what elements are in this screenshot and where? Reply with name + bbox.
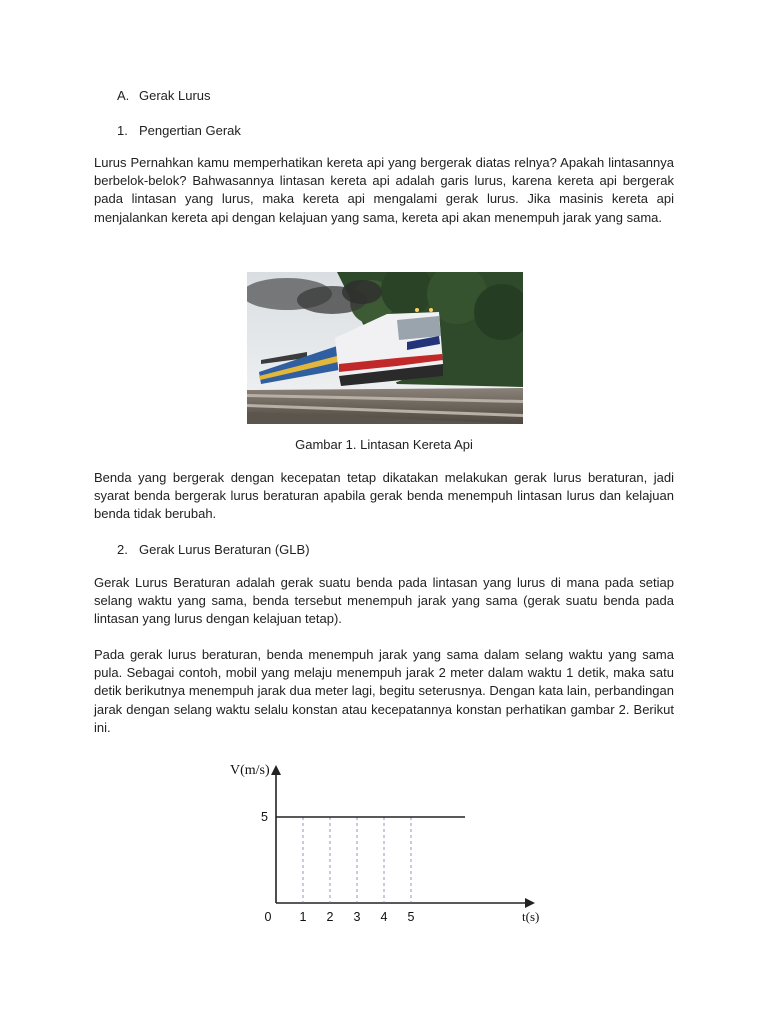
x-tick-label-4: 4 — [380, 910, 388, 924]
x-tick-label-1: 1 — [299, 910, 307, 924]
x-tick-label-0: 0 — [264, 910, 272, 924]
y-axis-label: V(m/s) — [230, 763, 270, 778]
heading-a-text: Gerak Lurus — [139, 88, 211, 103]
paragraph-4: Pada gerak lurus beraturan, benda menempuh jarak yang sama dalam selang waktu yang sama pula. Sebagai contoh, mobil yang melaju menempuh jarak 2 meter dalam waktu 1 detik, maka satu detik berikutnya menempuh jarak dua meter lagi, begitu seterusnya. Dengan kata lain, perbandingan jarak dengan selang waktu selalu konstan atau kecepatannya konstan perhatikan gambar 2. Berikut ini. — [94, 647, 674, 735]
paragraph-3: Gerak Lurus Beraturan adalah gerak suatu benda pada lintasan yang lurus di mana pada setiap selang waktu yang sama, benda tersebut menempuh jarak yang sama (gerak suatu benda pada lintasan yang lurus dengan kelajuan tetap). — [94, 575, 674, 627]
train-photo — [247, 272, 523, 424]
heading-2-text: Gerak Lurus Beraturan (GLB) — [139, 542, 310, 557]
paragraph-1: Lurus Pernahkan kamu memperhatikan kereta api yang bergerak diatas relnya? Apakah lintasannya berbelok-belok? Bahwasannya lintasan kereta api adalah garis lurus, karena kereta api bergerak pada lintasan yang lurus, maka kereta api mengalami gerak lurus. Jika masinis kereta api menjalankan kereta api dengan kelajuan yang sama, kereta api akan menempuh jarak yang sama. — [94, 155, 674, 225]
heading-2-number: 2. — [117, 542, 128, 557]
heading-1-number: 1. — [117, 123, 128, 138]
x-axis-label: t(s) — [522, 909, 540, 924]
heading-1-text: Pengertian Gerak — [139, 123, 241, 138]
paragraph-2: Benda yang bergerak dengan kecepatan tetap dikatakan melakukan gerak lurus beraturan, jadi syarat benda bergerak lurus beraturan apabila gerak benda menempuh lintasan lurus dan kelajuan benda tidak berubah. — [94, 470, 674, 522]
x-axis-arrow — [525, 898, 535, 908]
figure-1-caption: Gambar 1. Lintasan Kereta Api — [295, 437, 473, 452]
x-tick-label-5: 5 — [407, 910, 415, 924]
velocity-time-chart — [222, 755, 552, 935]
heading-a-number: A. — [117, 88, 130, 103]
y-axis-arrow — [271, 765, 281, 775]
y-tick-label-5: 5 — [261, 810, 268, 824]
x-tick-label-3: 3 — [353, 910, 361, 924]
x-tick-label-2: 2 — [326, 910, 334, 924]
